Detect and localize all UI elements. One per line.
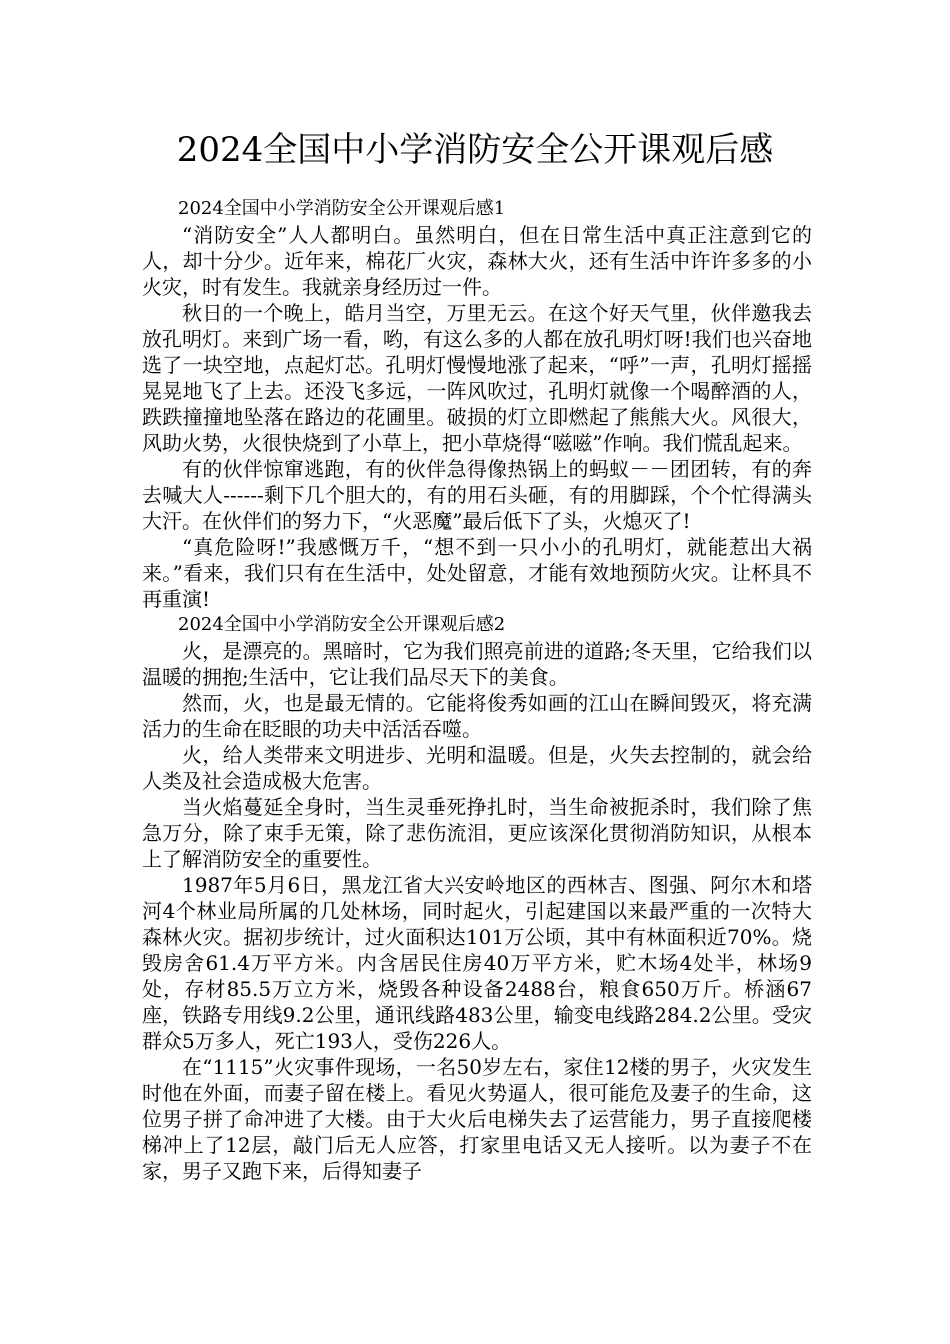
document-title: 2024全国中小学消防安全公开课观后感 xyxy=(176,130,774,170)
document-body xyxy=(142,196,812,1184)
paragraph: 当火焰蔓延全身时，当生灵垂死挣扎时，当生命被扼杀时，我们除了焦急万分，除了束手无策，除了悲伤流泪，更应该深化贯彻消防知识，从根本上了解消防安全的重要性。 xyxy=(142,795,812,871)
paragraph: 在“1115”火灾事件现场，一名50岁左右，家住12楼的男子，火灾发生时他在外面，而妻子留在楼上。看见火势逼人，很可能危及妻子的生命，这位男子拼了命冲进了大楼。由于大火后电梯失去了运营能力，男子直接爬楼梯冲上了12层，敲门后无人应答，打家里电话又无人接听。以为妻子不在家，男子又跑下来，后得知妻子 xyxy=(142,1055,812,1183)
paragraph: 火，是漂亮的。黑暗时，它为我们照亮前进的道路;冬天里，它给我们以温暖的拥抱;生活中，它让我们品尽天下的美食。 xyxy=(142,639,812,689)
paragraph: 有的伙伴惊窜逃跑，有的伙伴急得像热锅上的蚂蚁－－团团转，有的奔去喊大人------剩下几个胆大的，有的用石头砸，有的用脚踩，个个忙得满头大汗。在伙伴们的努力下，“火恶魔”最后低下了头，火熄灭了! xyxy=(142,457,812,533)
section-heading-1: 2024全国中小学消防安全公开课观后感1 xyxy=(178,198,506,219)
paragraph: “真危险呀!”我感慨万千，“想不到一只小小的孔明灯，就能惹出大祸来。”看来，我们只有在生活中，处处留意，才能有效地预防火灾。让杯具不再重演! xyxy=(142,535,812,611)
paragraph: 秋日的一个晚上，皓月当空，万里无云。在这个好天气里，伙伴邀我去放孔明灯。来到广场一看，哟，有这么多的人都在放孔明灯呀!我们也兴奋地选了一块空地，点起灯芯。孔明灯慢慢地涨了起来，“呼”一声，孔明灯摇摇晃晃地飞了上去。还没飞多远，一阵风吹过，孔明灯就像一个喝醉酒的人，跌跌撞撞地坠落在路边的花圃里。破损的灯立即燃起了熊熊大火。风很大，风助火势，火很快烧到了小草上，把小草烧得“嗞嗞”作响。我们慌乱起来。 xyxy=(142,301,812,455)
section-heading-2: 2024全国中小学消防安全公开课观后感2 xyxy=(178,614,506,635)
paragraph: 1987年5月6日，黑龙江省大兴安岭地区的西林吉、图强、阿尔木和塔河4个林业局所属的几处林场，同时起火，引起建国以来最严重的一次特大森林火灾。据初步统计，过火面积达101万公顷，其中有林面积近70%。烧毁房舍61.4万平方米。内含居民住房40万平方米，贮木场4处半，林场9处，存材85.5万立方米，烧毁各种设备2488台，粮食650万斤。桥涵67座，铁路专用线9.2公里，通讯线路483公里，输变电线路284.2公里。受灾群众5万多人，死亡193人，受伤226人。 xyxy=(142,873,812,1053)
paragraph: 火，给人类带来文明进步、光明和温暖。但是，火失去控制的，就会给人类及社会造成极大危害。 xyxy=(142,743,812,793)
paragraph: 然而，火，也是最无情的。它能将俊秀如画的江山在瞬间毁灭，将充满活力的生命在眨眼的功夫中活活吞噬。 xyxy=(142,691,812,741)
paragraph: “消防安全”人人都明白。虽然明白，但在日常生活中真正注意到它的人，却十分少。近年来，棉花厂火灾，森林大火，还有生活中许许多多的小火灾，时有发生。我就亲身经历过一件。 xyxy=(142,223,812,299)
